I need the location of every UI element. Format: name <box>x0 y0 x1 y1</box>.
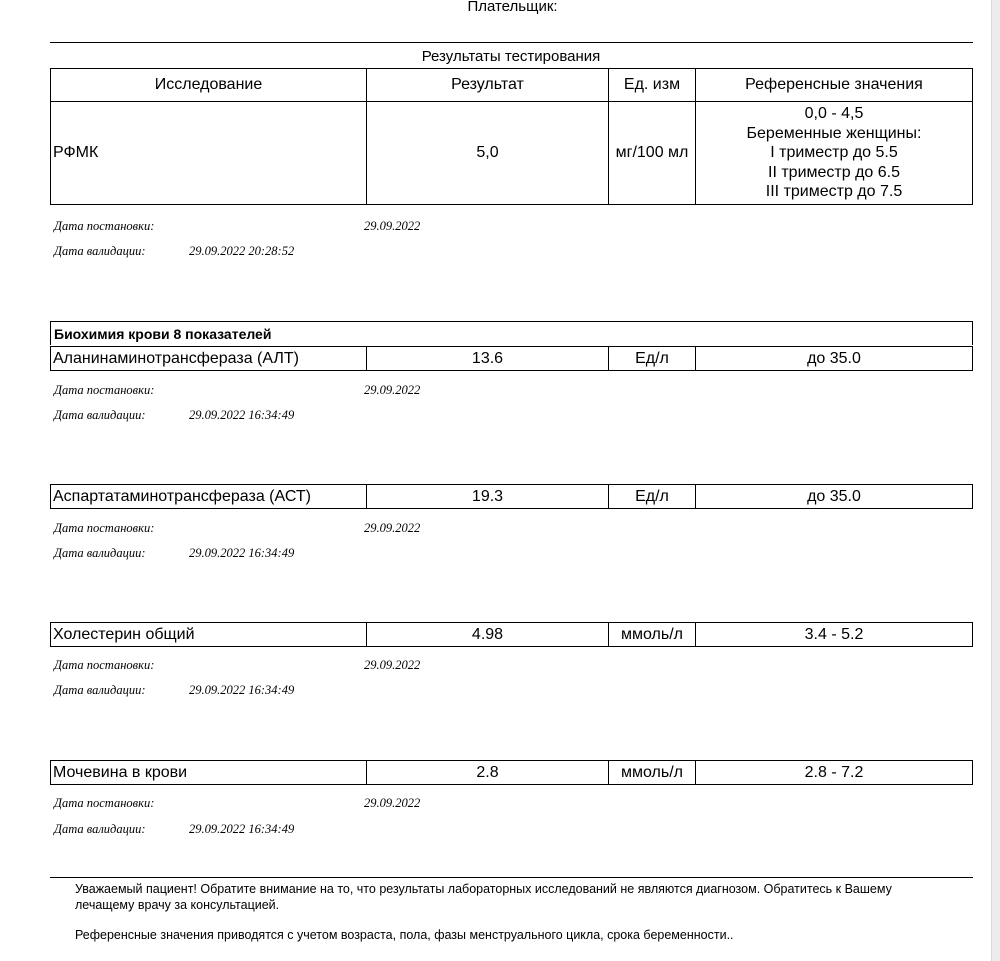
test-result: 13.6 <box>367 347 609 371</box>
test-unit: Ед/л <box>609 347 696 371</box>
footer-divider <box>50 877 973 878</box>
validated-date-label: Дата валидации: <box>54 546 146 560</box>
validated-date-value: 29.09.2022 16:34:49 <box>189 683 295 697</box>
test-name: Холестерин общий <box>51 623 367 647</box>
placed-date-label: Дата постановки: <box>54 383 155 397</box>
payer-label: Плательщик: <box>467 0 558 15</box>
table-row <box>51 485 973 509</box>
placed-date-value: 29.09.2022 <box>364 796 421 810</box>
placed-date-value: 29.09.2022 <box>364 658 421 672</box>
biochem-group-title: Биохимия крови 8 показателей <box>50 321 973 345</box>
table-row <box>51 102 973 205</box>
reference-line: III триместр до 7.5 <box>765 183 903 201</box>
reference-line: II триместр до 6.5 <box>768 163 900 181</box>
validated-date-value: 29.09.2022 16:34:49 <box>189 822 295 836</box>
top-divider <box>50 42 973 43</box>
reference-line: 0,0 - 4,5 <box>804 105 864 123</box>
table-row <box>51 623 973 647</box>
test-result: 19.3 <box>367 485 609 509</box>
results-table <box>50 68 973 205</box>
test-name: Аланинаминотрансфераза (АЛТ) <box>51 347 367 371</box>
validated-date-value: 29.09.2022 20:28:52 <box>189 244 295 258</box>
test-name: Мочевина в крови <box>51 761 367 785</box>
placed-date-label: Дата постановки: <box>54 796 155 810</box>
test-unit: Ед/л <box>609 485 696 509</box>
test-unit: ммоль/л <box>609 623 696 647</box>
placed-date-label: Дата постановки: <box>54 658 155 672</box>
validated-date-value: 29.09.2022 16:34:49 <box>189 546 295 560</box>
section-title: Результаты тестирования <box>421 48 601 65</box>
test-table <box>50 760 973 785</box>
table-header-row <box>51 69 973 102</box>
reference-note: Референсные значения приводятся с учетом возраста, пола, фазы менструального цикла, срока беременности.. <box>75 928 734 942</box>
test-table <box>50 484 973 509</box>
test-reference <box>696 102 973 205</box>
test-reference: 3.4 - 5.2 <box>696 623 973 647</box>
disclaimer-note: Уважаемый пациент! Обратите внимание на то, что результаты лабораторных исследований не являются диагнозом. Обратитесь к Вашему лечащему врачу за консультацией. <box>75 882 892 912</box>
reference-line: Беременные женщины: <box>746 124 922 142</box>
validated-date-label: Дата валидации: <box>54 683 146 697</box>
column-header-unit: Ед. изм <box>609 69 696 102</box>
placed-date-value: 29.09.2022 <box>364 383 421 397</box>
placed-date-label: Дата постановки: <box>54 219 155 233</box>
test-reference: до 35.0 <box>696 347 973 371</box>
test-reference: 2.8 - 7.2 <box>696 761 973 785</box>
validated-date-label: Дата валидации: <box>54 822 146 836</box>
test-name: РФМК <box>51 102 367 205</box>
column-header-study: Исследование <box>51 69 367 102</box>
placed-date-value: 29.09.2022 <box>364 219 421 233</box>
test-table <box>50 622 973 647</box>
validated-date-value: 29.09.2022 16:34:49 <box>189 408 295 422</box>
test-name: Аспартатаминотрансфераза (АСТ) <box>51 485 367 509</box>
validated-date-label: Дата валидации: <box>54 408 146 422</box>
test-table <box>50 346 973 371</box>
reference-line: I триместр до 5.5 <box>770 144 898 162</box>
test-unit: ммоль/л <box>609 761 696 785</box>
table-row <box>51 761 973 785</box>
column-header-reference: Референсные значения <box>696 69 973 102</box>
page-scroll-edge[interactable] <box>991 0 1000 961</box>
test-result: 5,0 <box>367 102 609 205</box>
validated-date-label: Дата валидации: <box>54 244 146 258</box>
column-header-result: Результат <box>367 69 609 102</box>
test-result: 2.8 <box>367 761 609 785</box>
test-result: 4.98 <box>367 623 609 647</box>
placed-date-value: 29.09.2022 <box>364 521 421 535</box>
table-row <box>51 347 973 371</box>
test-reference: до 35.0 <box>696 485 973 509</box>
placed-date-label: Дата постановки: <box>54 521 155 535</box>
test-unit: мг/100 мл <box>609 102 696 205</box>
